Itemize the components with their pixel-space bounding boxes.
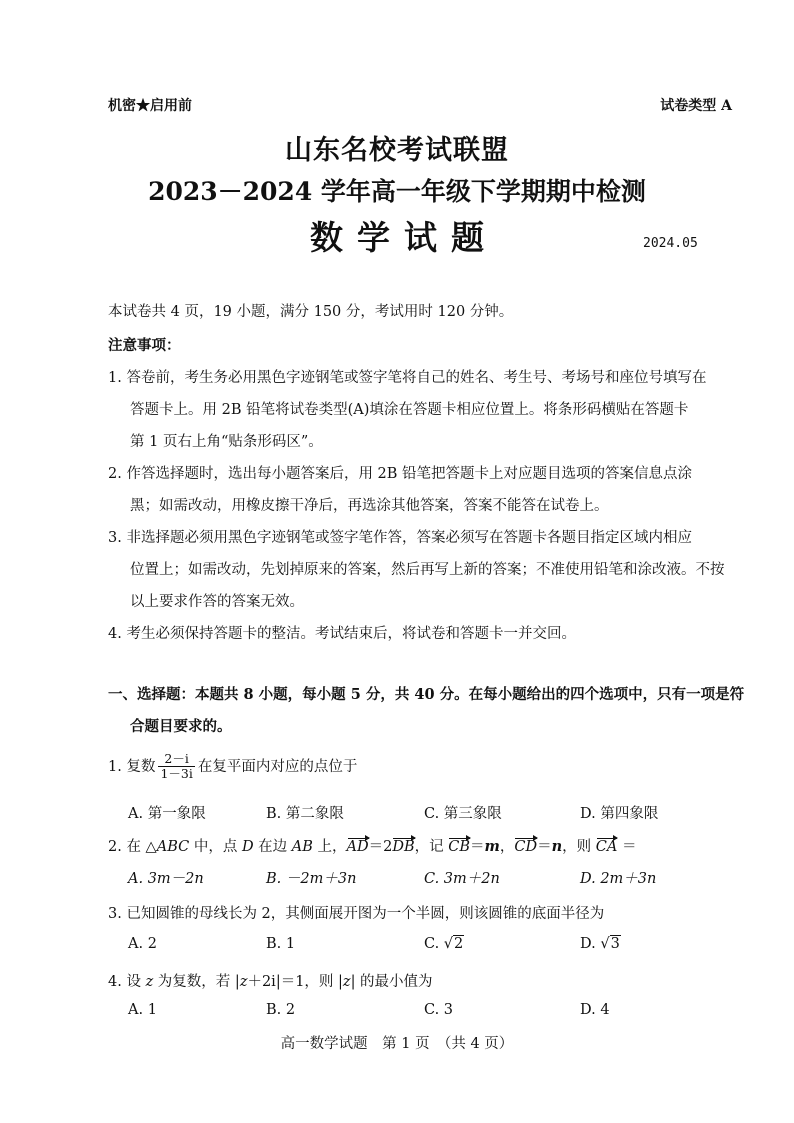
q2-option-a: A. 3m－2n (128, 871, 204, 887)
q4-var-z-3: z (342, 974, 351, 990)
q3-option-c-radicand: 2 (454, 936, 464, 952)
question-3: 3. 已知圆锥的母线长为 2，其侧面展开图为一个半圆，则该圆锥的底面半径为 (108, 906, 605, 922)
q2-option-b: B. －2m＋3n (266, 871, 357, 887)
q4-suffix: | 的最小值为 (350, 974, 433, 990)
q1-fraction (158, 752, 194, 782)
q2-eq-1: ＝2 (368, 839, 393, 855)
q4-prefix: 4. 设 (108, 974, 146, 990)
sqrt-icon: √2 (443, 936, 464, 952)
q2-eq-3: ＝ (537, 839, 552, 855)
q2-vector-cb: CB (448, 839, 471, 855)
q2-text-3: 上， (312, 839, 347, 855)
q4-option-a: A. 1 (128, 1002, 157, 1018)
question-2 (108, 835, 636, 856)
intro-text: 本试卷共 4 页，19 小题，满分 150 分，考试用时 120 分钟。 (108, 304, 514, 320)
q2-text-5: ，则 (562, 839, 596, 855)
note-3-line-3: 以上要求作答的答案无效。 (130, 594, 304, 610)
q2-text-4: ，记 (414, 839, 449, 855)
q2-text-2: 在边 (253, 839, 292, 855)
confidential-label: 机密★启用前 (108, 98, 192, 114)
q3-option-d-radicand: 3 (610, 936, 620, 952)
q3-option-d-label: D. (580, 936, 601, 952)
q2-option-d: D. 2m＋3n (580, 871, 657, 887)
q4-option-b: B. 2 (266, 1002, 296, 1018)
section-1-heading-line-1: 一、选择题：本题共 8 小题，每小题 5 分，共 40 分。在每小题给出的四个选项中，只有一项是符 (108, 686, 745, 703)
q3-option-c (424, 936, 464, 952)
q1-option-c: C. 第三象限 (424, 806, 502, 822)
q2-triangle: ABC (156, 839, 190, 855)
q2-vector-cd: CD (514, 839, 538, 855)
q3-option-d (580, 936, 621, 952)
q1-prefix: 1. 复数 (108, 758, 156, 775)
note-2-line-2: 黑；如需改动，用橡皮擦干净后，再选涂其他答案，答案不能答在试卷上。 (130, 498, 609, 514)
section-1-heading-line-2: 合题目要求的。 (130, 718, 232, 735)
q2-text-1: 中，点 (189, 839, 242, 855)
q2-sep: ， (499, 839, 515, 855)
q2-eq-4: ＝ (617, 839, 637, 855)
q1-suffix: 在复平面内对应的点位于 (197, 758, 358, 775)
q4-text-2: ＋2i|＝1，则 | (247, 974, 343, 990)
note-4: 4. 考生必须保持答题卡的整洁。考试结束后，将试卷和答题卡一并交回。 (108, 626, 576, 642)
q2-vector-ad: AD (346, 839, 369, 855)
note-1-line-3: 第 1 页右上角“贴条形码区”。 (130, 434, 323, 450)
q2-segment-ab: AB (291, 839, 313, 855)
exam-date: 2024.05 (643, 236, 698, 251)
q3-option-b: B. 1 (266, 936, 296, 952)
q2-eq-2: ＝ (470, 839, 485, 855)
question-1 (108, 752, 357, 782)
q4-option-d: D. 4 (580, 1002, 610, 1018)
q1-option-a: A. 第一象限 (128, 806, 206, 822)
note-3-line-1: 3. 非选择题必须用黑色字迹钢笔或签字笔作答，答案必须写在答题卡各题目指定区域内相应 (108, 530, 692, 546)
exam-union-title: 山东名校考试联盟 (285, 135, 509, 166)
q4-var-z-2: z (239, 974, 248, 990)
question-4 (108, 970, 433, 991)
q1-option-b: B. 第二象限 (266, 806, 344, 822)
q1-option-d: D. 第四象限 (580, 806, 659, 822)
q1-numerator: 2－i (158, 752, 194, 767)
q2-var-m: m (484, 838, 500, 855)
sqrt-icon: √3 (600, 936, 620, 952)
q2-var-n: n (551, 838, 563, 855)
note-3-line-2: 位置上；如需改动，先划掉原来的答案，然后再写上新的答案；不准使用铅笔和涂改液。不按 (130, 562, 725, 578)
paper-type-label: 试卷类型 A (660, 98, 732, 114)
notes-heading: 注意事项： (108, 337, 181, 354)
page-footer: 高一数学试题 第 1 页 （共 4 页） (280, 1036, 514, 1052)
q4-text-1: 为复数，若 | (153, 974, 240, 990)
q3-option-c-label: C. (424, 936, 444, 952)
q4-var-z-1: z (145, 974, 154, 990)
q2-vector-db: DB (392, 839, 415, 855)
note-2-line-1: 2. 作答选择题时，选出每小题答案后，用 2B 铅笔把答题卡上对应题目选项的答案信息点涂 (108, 466, 693, 482)
q3-option-a: A. 2 (128, 936, 157, 952)
q2-prefix: 2. 在 △ (108, 839, 157, 855)
q1-denominator: 1－3i (160, 766, 193, 782)
subject-title: 数学试题 (310, 218, 498, 257)
note-1-line-2: 答题卡上。用 2B 铅笔将试卷类型(A)填涂在答题卡相应位置上。将条形码横贴在答题卡 (130, 402, 689, 418)
q2-point-d: D (241, 839, 254, 855)
exam-term-title: 2023－2024 学年高一年级下学期期中检测 (148, 177, 646, 206)
q2-vector-ca: CA (595, 839, 618, 855)
q4-option-c: C. 3 (424, 1002, 454, 1018)
q2-option-c: C. 3m＋2n (424, 871, 500, 887)
note-1-line-1: 1. 答卷前，考生务必用黑色字迹钢笔或签字笔将自己的姓名、考生号、考场号和座位号填写在 (108, 370, 707, 386)
